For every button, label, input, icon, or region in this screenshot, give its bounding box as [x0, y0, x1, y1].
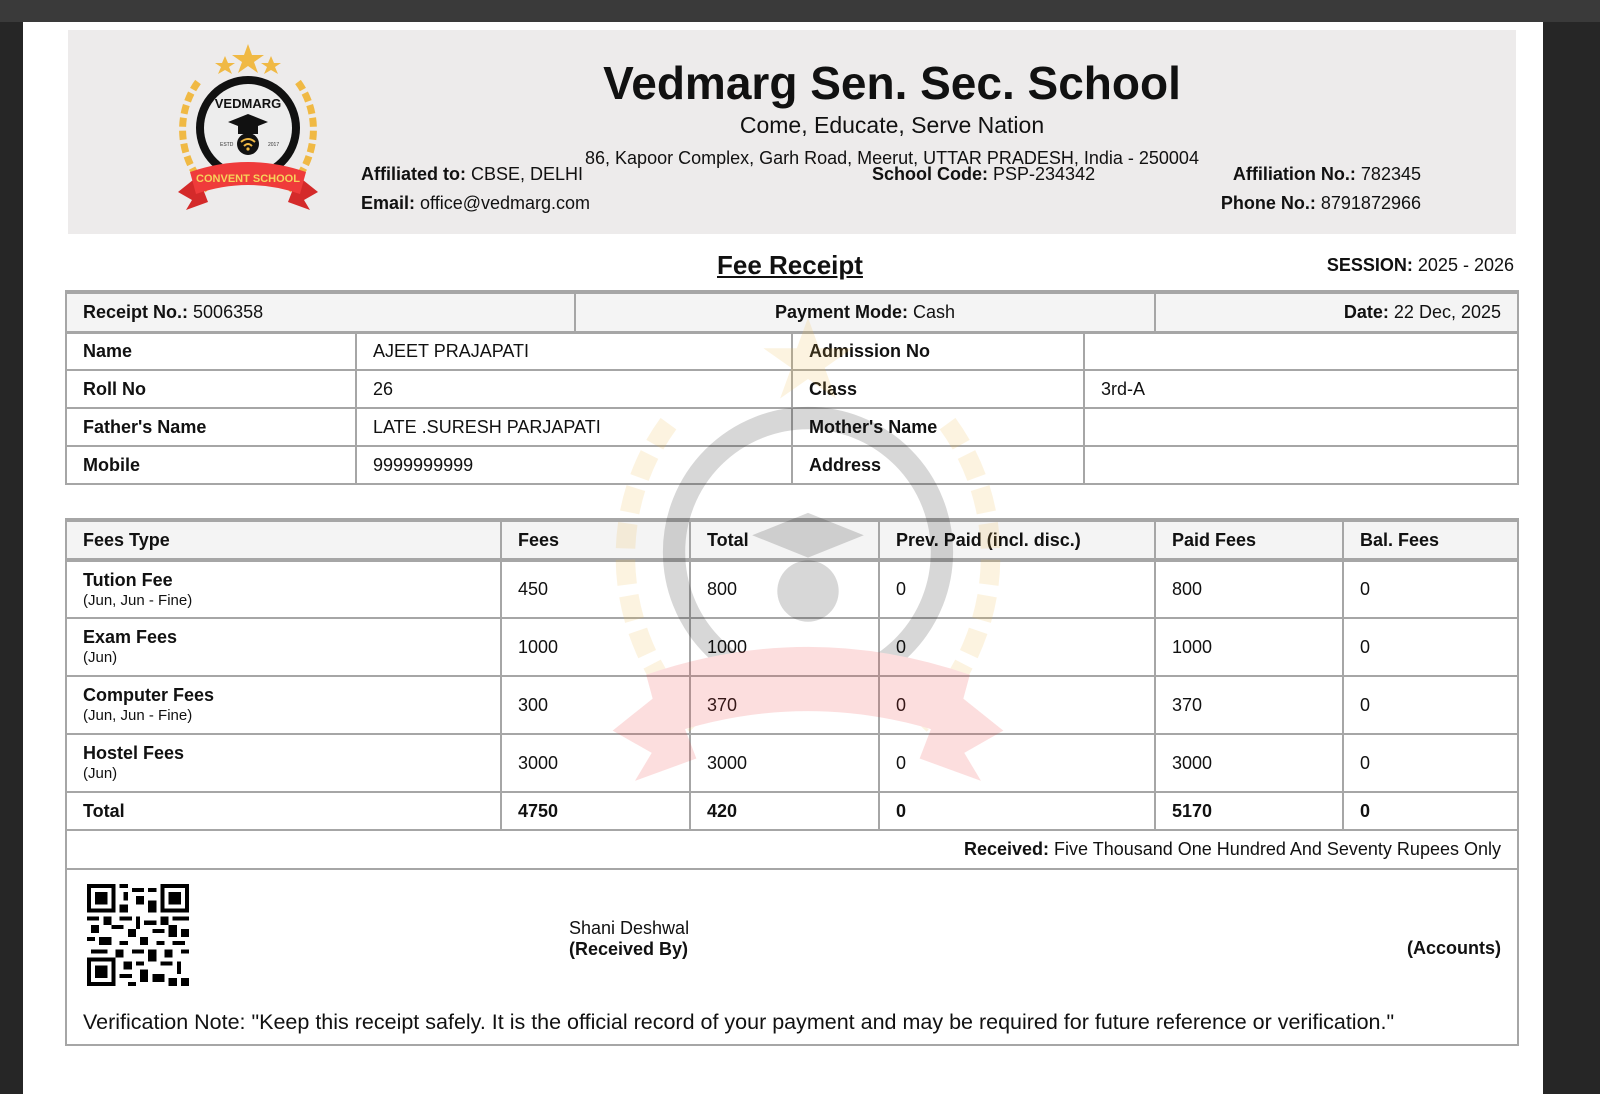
receipt-page — [23, 22, 1543, 1094]
table-row: Computer Fees (Jun, Jun - Fine) 300 370 0 370 0 — [66, 676, 1518, 734]
viewer-left-margin — [0, 22, 23, 1094]
payment-mode: Payment Mode: Cash — [575, 292, 1155, 332]
session: SESSION: 2025 - 2026 — [1326, 255, 1514, 275]
affiliated-to: Affiliated to: CBSE, DELHI — [361, 164, 584, 184]
svg-text:2017: 2017 — [268, 142, 280, 148]
school-code: School Code: PSP-234342 — [872, 164, 1096, 184]
school-name: Vedmarg Sen. Sec. School — [603, 57, 1181, 109]
viewer-top-bar — [0, 0, 1600, 22]
affiliation-no: Affiliation No.: 782345 — [1232, 164, 1421, 184]
table-row: Exam Fees (Jun) 1000 1000 0 1000 0 — [66, 618, 1518, 676]
receipt-meta-table — [65, 290, 1519, 334]
receiver-role: (Received By) — [569, 939, 689, 959]
school-tagline: Come, Educate, Serve Nation — [739, 112, 1045, 138]
svg-text:CONVENT SCHOOL: CONVENT SCHOOL — [196, 173, 300, 185]
svg-text:VEDMARG: VEDMARG — [214, 96, 282, 111]
total-row: Total 4750 420 0 5170 0 — [66, 792, 1518, 830]
fees-table — [65, 518, 1519, 831]
student-details-table — [65, 331, 1519, 485]
table-row: Hostel Fees (Jun) 3000 3000 0 3000 0 — [66, 734, 1518, 792]
accounts-signature: (Accounts) — [1407, 938, 1501, 958]
table-row: Father's Name LATE .SURESH PARJAPATI Mother's Name — [66, 408, 1518, 446]
school-email: Email: office@vedmarg.com — [361, 193, 591, 213]
table-row: Tution Fee (Jun, Jun - Fine) 450 800 0 800 0 — [66, 560, 1518, 618]
receipt-footer — [65, 868, 1519, 1046]
verification-note: Verification Note: "Keep this receipt safely. It is the official record of your payment and may be required for future reference or verification." — [83, 1010, 1395, 1034]
received-by-signature — [569, 918, 689, 960]
receipt-title: Fee Receipt — [717, 250, 863, 280]
table-row: Mobile 9999999999 Address — [66, 446, 1518, 484]
school-address: 86, Kapoor Complex, Garh Road, Meerut, UTTAR PRADESH, India - 250004 — [585, 148, 1199, 168]
receipt-no: Receipt No.: 5006358 — [66, 292, 575, 332]
table-row: Name AJEET PRAJAPATI Admission No — [66, 332, 1518, 370]
amount-in-words: Received: Five Thousand One Hundred And Seventy Rupees Only — [65, 830, 1519, 870]
svg-text:ESTD: ESTD — [220, 142, 234, 148]
school-header — [68, 30, 1516, 234]
viewer-right-margin — [1543, 22, 1600, 1094]
fees-table-header: Fees Type Fees Total Prev. Paid (incl. disc.) Paid Fees Bal. Fees — [66, 520, 1518, 560]
table-row: Roll No 26 Class 3rd-A — [66, 370, 1518, 408]
qr-code-icon — [87, 884, 189, 986]
receipt-date: Date: 22 Dec, 2025 — [1155, 292, 1518, 332]
receiver-name: Shani Deshwal — [569, 918, 690, 938]
school-phone: Phone No.: 8791872966 — [1220, 193, 1421, 213]
